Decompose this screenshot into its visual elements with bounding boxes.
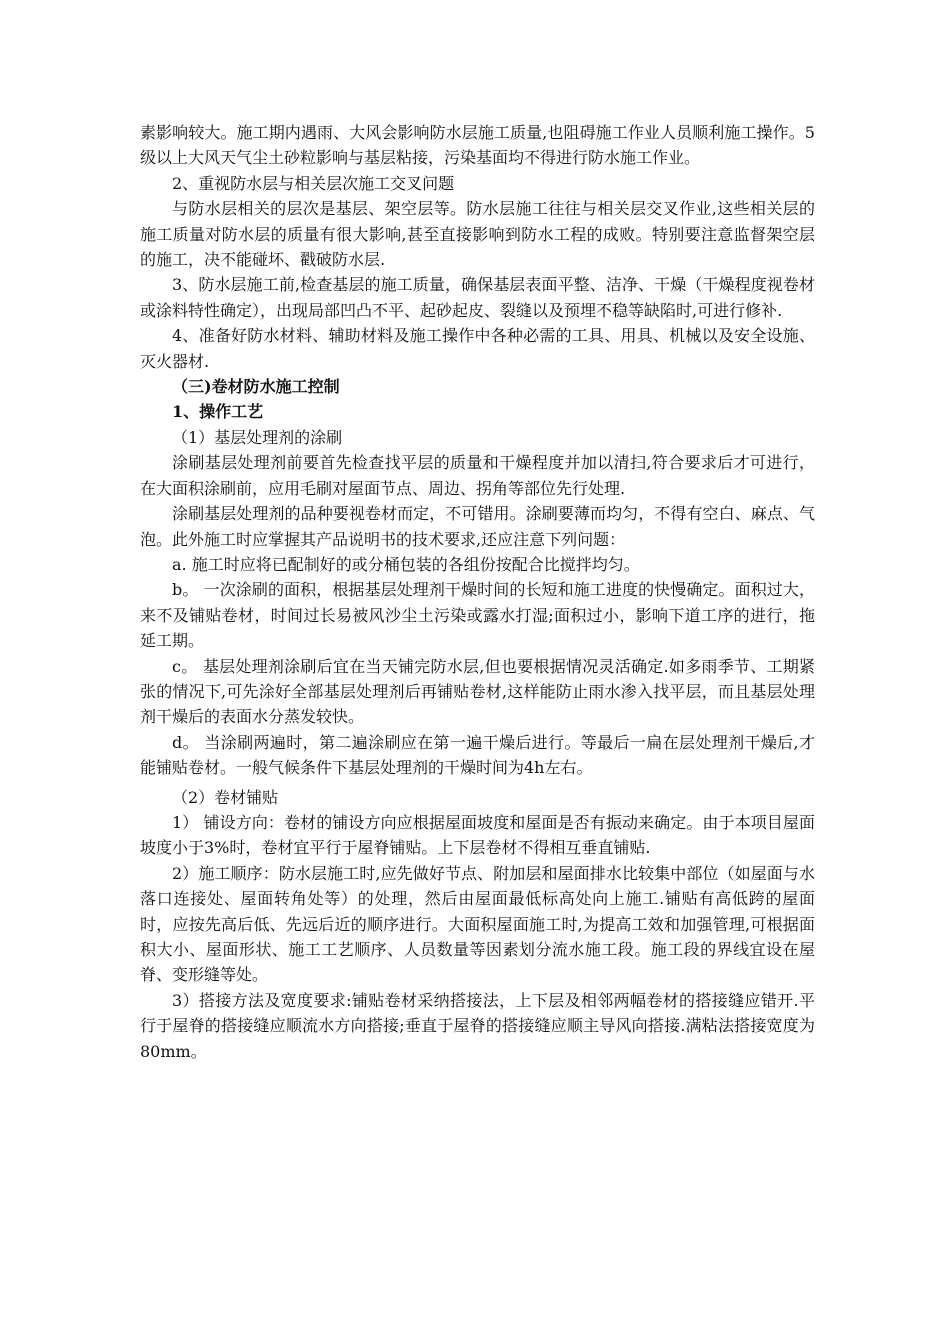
subheading-primer-coating: （1）基层处理剂的涂刷 — [172, 427, 343, 447]
item-construction-order: 2）施工顺序：防水层施工时,应先做好节点、附加层和屋面排水比较集中部位（如屋面与水落口连接处、屋面转角处等）的处理，然后由屋面最低标高处向上施工.铺贴有高低跨的屋面时，应按先高后低、先远后近的顺序进行。大面积屋面施工时,为提高工效和加强管理,可根据面积大小、屋面形状、施工工艺顺序、人员数量等因素划分流水施工段。施工段的界线宜设在屋脊、变形缝等处。 — [140, 863, 815, 985]
paragraph-primer-type: 涂刷基层处理剂的品种要视卷材而定，不可错用。涂刷要薄而均匀，不得有空白、麻点、气泡。此外施工时应掌握其产品说明书的技术要求,还应注意下列问题： — [140, 504, 815, 549]
list-item-d: d。 当涂刷两遍时，第二遍涂刷应在第一遍干燥后进行。等最后一扁在层处理剂干燥后,才能铺贴卷材。一般气候条件下基层处理剂的干燥时间为4h左右。 — [140, 732, 815, 778]
list-item-a: a. 施工时应将已配制好的或分桶包装的各组份按配合比搅拌均匀。 — [172, 554, 640, 574]
list-item-b: b。 一次涂刷的面积，根据基层处理剂干燥时间的长短和施工进度的快慢确定。面积过大，来不及铺贴卷材，时间过长易被风沙尘土污染或露水打湿;面积过小，影响下道工序的进行，拖延工期。 — [140, 580, 815, 651]
item-lap-method: 3）搭接方法及宽度要求:铺贴卷材采纳搭接法，上下层及相邻两幅卷材的搭接缝应错开.平行于屋脊的搭接缝应顺流水方向搭接;垂直于屋脊的搭接缝应顺主导风向搭接.满粘法搭接宽度为80mm。 — [140, 990, 815, 1061]
document-body — [140, 120, 815, 1064]
paragraph-related-layers: 与防水层相关的层次是基层、架空层等。防水层施工往往与相关层交叉作业,这些相关层的施工质量对防水层的质量有很大影响,甚至直接影响到防水工程的成败。特别要注意监督架空层的施工，决不能碰坏、戳破防水层. — [140, 199, 815, 270]
item-laying-direction: 1） 铺设方向：卷材的铺设方向应根据屋面坡度和屋面是否有振动来确定。由于本项目屋面坡度小于3%时，卷材宜平行于屋脊铺贴。上下层卷材不得相互垂直铺贴. — [140, 812, 815, 858]
item-4-materials: 4、准备好防水材料、辅助材料及施工操作中各种必需的工具、用具、机械以及安全设施、灭火器材. — [140, 326, 815, 371]
item-3-base-inspection: 3、防水层施工前,检查基层的施工质量，确保基层表面平整、洁净、干燥（干燥程度视卷材或涂料特性确定），出现局部凹凸不平、起砂起皮、裂缝以及预埋不稳等缺陷时,可进行修补. — [140, 275, 815, 320]
section-heading-membrane-control: （三)卷材防水施工控制 — [172, 377, 340, 397]
paragraph-weather-impact: 素影响较大。施工期内遇雨、大风会影响防水层施工质量,也阻碍施工作业人员顺利施工操作。5级以上大风天气尘土砂粒影响与基层粘接，污染基面均不得进行防水施工作业。 — [140, 123, 815, 168]
list-item-c: c。 基层处理剂涂刷后宜在当天铺完防水层,但也要根据情况灵活确定.如多雨季节、工期紧张的情况下,可先涂好全部基层处理剂后再铺贴卷材,这样能防止雨水渗入找平层，而且基层处理剂干燥后的表面水分蒸发较快。 — [140, 656, 815, 727]
paragraph-primer-check: 涂刷基层处理剂前要首先检查找平层的质量和干燥程度并加以清扫,符合要求后才可进行，在大面积涂刷前，应用毛刷对屋面节点、周边、拐角等部位先行处理. — [140, 453, 815, 498]
item-2-heading: 2、重视防水层与相关层次施工交叉问题 — [172, 173, 455, 193]
subsection-heading-process: 1、操作工艺 — [172, 402, 264, 422]
subheading-membrane-laying: （2）卷材铺贴 — [172, 787, 279, 807]
